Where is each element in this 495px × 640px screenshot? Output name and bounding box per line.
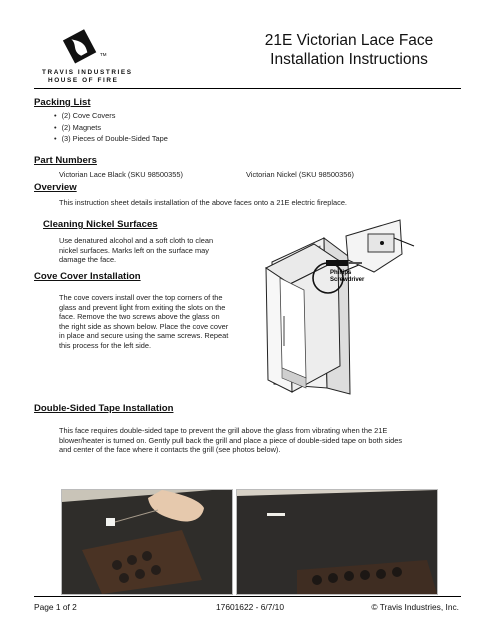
list-item: • (3) Pieces of Double-Sided Tape bbox=[54, 133, 168, 145]
tape-text: This face requires double-sided tape to prevent the grill above the glass from vibrating when the 21E blower/heater is turned on. Gently pull back the grill and place a piece of double-sided tape on both sides and center of the face where it contacts the grill (see photos below). bbox=[59, 426, 403, 455]
tape-piece-icon bbox=[106, 518, 115, 526]
trademark-mark: TM bbox=[100, 52, 107, 57]
packing-list bbox=[54, 110, 168, 145]
cleaning-heading: Cleaning Nickel Surfaces bbox=[43, 219, 158, 230]
footer-page-number: Page 1 of 2 bbox=[34, 602, 77, 612]
packing-list-heading: Packing List bbox=[34, 97, 91, 108]
travis-flame-logo-icon bbox=[58, 22, 118, 68]
cove-bracket-detail bbox=[346, 220, 402, 272]
part-numbers-heading: Part Numbers bbox=[34, 155, 97, 166]
fireplace-body bbox=[266, 244, 340, 392]
title-line-2: Installation Instructions bbox=[270, 51, 428, 68]
tape-photo-left bbox=[61, 489, 233, 595]
brand-tagline: HOUSE OF FIRE bbox=[48, 77, 119, 84]
part-number-black: Victorian Lace Black (SKU 98500355) bbox=[59, 170, 183, 179]
list-item: • (2) Cove Covers bbox=[54, 110, 168, 122]
footer-copyright: © Travis Industries, Inc. bbox=[371, 602, 459, 612]
overview-heading: Overview bbox=[34, 182, 77, 193]
footer-divider bbox=[34, 596, 461, 597]
fireplace-diagram bbox=[262, 216, 462, 398]
cleaning-text: Use denatured alcohol and a soft cloth to clean nickel surfaces. Marks left on the surface may damage the face. bbox=[59, 236, 214, 265]
diagram-label-screwdriver: Screwdriver bbox=[330, 277, 365, 283]
overview-text: This instruction sheet details installation of the above faces onto a 21E electric fireplace. bbox=[59, 198, 347, 207]
cove-cover-text: The cove covers install over the top corners of the glass and prevent light from exiting the slots on the face. Remove the two screws above the glass on the right side as shown below. Place the cove cover in place and secure using the same screws. Repeat this process for the left side. bbox=[59, 293, 229, 350]
page-title bbox=[239, 31, 459, 69]
title-line-1: 21E Victorian Lace Face bbox=[264, 32, 434, 49]
brand-name: TRAVIS INDUSTRIES bbox=[42, 69, 133, 76]
list-item: • (2) Magnets bbox=[54, 122, 168, 134]
diagram-label-phillips: Phillips bbox=[330, 270, 352, 276]
header-divider bbox=[34, 88, 461, 89]
tape-strip-icon bbox=[267, 513, 285, 516]
cove-cover-heading: Cove Cover Installation bbox=[34, 271, 141, 282]
part-number-nickel: Victorian Nickel (SKU 98500356) bbox=[246, 170, 354, 179]
tape-photo-right bbox=[236, 489, 438, 595]
footer-document-number: 17601622 - 6/7/10 bbox=[216, 602, 284, 612]
tape-heading: Double-Sided Tape Installation bbox=[34, 403, 174, 414]
